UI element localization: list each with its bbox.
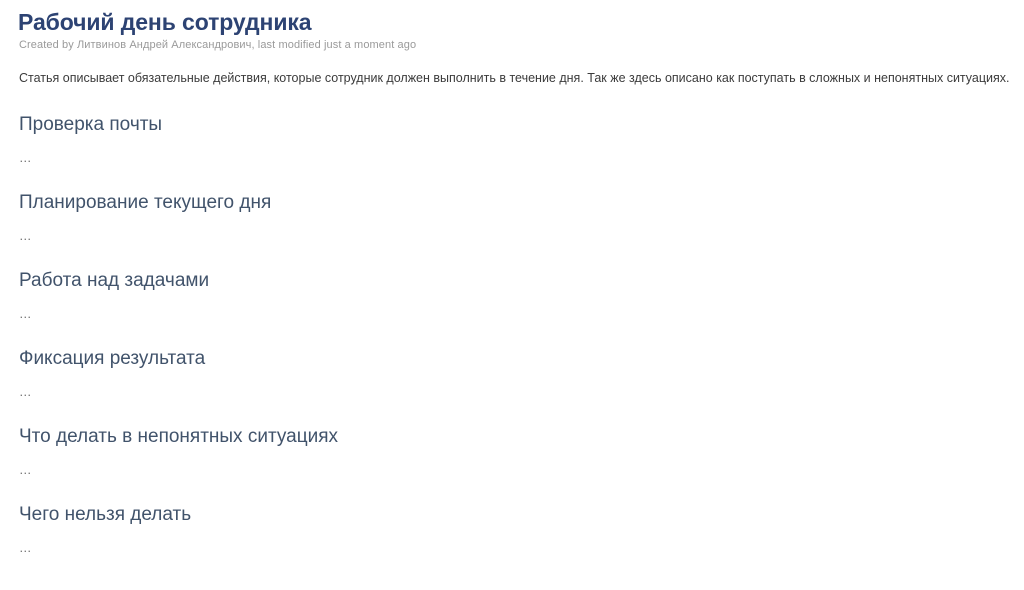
section-body: …	[19, 151, 32, 165]
section-heading: Работа над задачами	[19, 270, 210, 291]
section-heading: Планирование текущего дня	[19, 192, 272, 213]
section-body: …	[19, 463, 32, 477]
section-body: …	[19, 229, 32, 243]
intro-paragraph: Статья описывает обязательные действия, которые сотрудник должен выполнить в течение дня. Так же здесь описано как поступать в сложных и непонятных ситуациях.	[19, 71, 1010, 85]
section-heading: Чего нельзя делать	[19, 504, 192, 525]
section-body: …	[19, 541, 32, 555]
section-heading: Что делать в непонятных ситуациях	[19, 426, 339, 447]
document-section	[18, 503, 1008, 555]
section-body: …	[19, 385, 32, 399]
section-body: …	[19, 307, 32, 321]
section-heading: Проверка почты	[19, 114, 163, 135]
page-title: Рабочий день сотрудника	[18, 9, 312, 35]
document-section	[18, 191, 1008, 243]
document-section	[18, 347, 1008, 399]
section-heading: Фиксация результата	[19, 348, 206, 369]
document-section	[18, 113, 1008, 165]
document-section	[18, 269, 1008, 321]
byline-metadata: Created by Литвинов Андрей Александрович, last modified just a moment ago	[19, 39, 417, 51]
document-section	[18, 425, 1008, 477]
